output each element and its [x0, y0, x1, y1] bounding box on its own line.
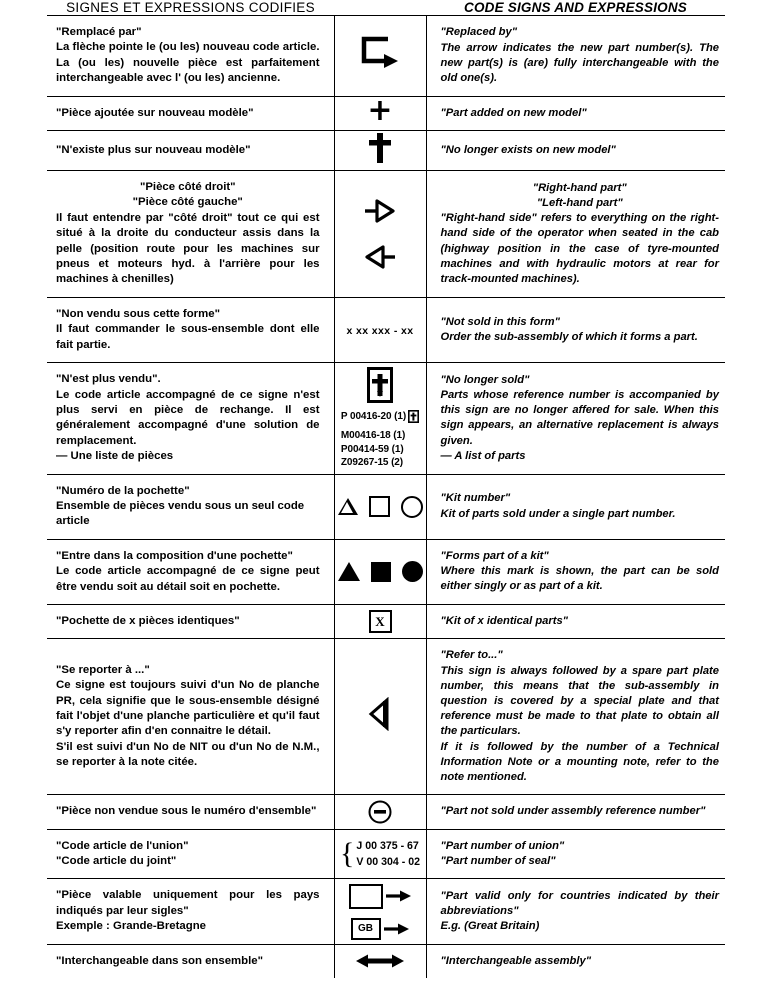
table-row [47, 944, 725, 978]
symbol-cell [334, 171, 426, 298]
text-line: "Code article du joint" [56, 855, 177, 868]
french-cell [47, 539, 334, 604]
part-number: Z09267-15 (2) [340, 457, 403, 469]
circled-dash-icon [367, 799, 393, 825]
text-line: "Numéro de la pochette" [56, 484, 190, 497]
text-line: — A list of parts [440, 449, 526, 462]
text-line: "Se reporter à ..." [56, 663, 150, 676]
text-line: — Une liste de pièces [56, 450, 174, 463]
header-english: CODE SIGNS AND EXPRESSIONS [464, 0, 687, 15]
text-line: "Kit number" [440, 492, 511, 505]
right-arrow-icon [386, 889, 412, 903]
country-code-box-icon: GB [351, 918, 381, 940]
text-line: "Pièce ajoutée sur nouveau modèle" [56, 106, 254, 119]
english-cell [426, 639, 725, 795]
part-number-mask: x xx xxx - xx [346, 324, 414, 337]
text-line: "Part number of seal" [440, 855, 556, 868]
french-cell [47, 639, 334, 795]
french-cell [47, 795, 334, 829]
part-number-list [341, 410, 419, 470]
text-line: "Part added on new model" [440, 106, 587, 119]
symbol-cell [334, 474, 426, 539]
text-line: "Pièce côté gauche" [132, 196, 243, 209]
symbol-cell [334, 604, 426, 638]
text-line: "Pièce côté droit" [139, 181, 236, 194]
text-line: Order the sub-assembly of which it forms a part. [440, 330, 698, 343]
text-line: Il faut entendre par "côté droit" tout ce qui est situé à la droite du conducteur assis dans la pelle (position route pour les machines sur pneus et moteurs hyd. à l'arrière pour les machines à chenilles) [56, 211, 320, 286]
text-line: Le code article accompagné de ce signe n'est plus servi en pièce de rechange. Il est généralement accompagné d'une solution de remplacement. [56, 388, 320, 447]
text-line: "Pièce valable uniquement pour les pays indiqués par leur sigles" [56, 889, 320, 917]
right-arrow-icon [384, 922, 410, 936]
part-number: P 00416-20 (1) [340, 411, 407, 422]
text-line: E.g. (Great Britain) [440, 920, 540, 933]
text-line: "Remplacé par" [56, 26, 142, 38]
right-left-arrow-icons [335, 198, 426, 270]
empty-country-box-icon [349, 884, 383, 909]
table-row [47, 829, 725, 879]
right-hand-arrow-icon [363, 198, 397, 224]
filled-triangle-icon [338, 562, 360, 581]
filled-square-icon [371, 562, 391, 582]
text-line: "Kit of x identical parts" [440, 615, 568, 628]
table-row [47, 96, 725, 130]
english-cell [426, 131, 725, 171]
text-line: "Pochette de x pièces identiques" [56, 614, 240, 627]
french-cell [47, 944, 334, 978]
text-line: "Interchangeable dans son ensemble" [56, 954, 264, 967]
text-line: Ce signe est toujours suivi d'un No de planche PR, cela signifie que le sous-ensemble désigné fait l'objet d'une planche particulière et qu'il faut s'y reporter afin d'en connaitre le détail. [56, 679, 320, 738]
header-spacer [334, 0, 426, 16]
french-cell [47, 131, 334, 171]
gb-country-box-arrow [351, 918, 410, 940]
boxed-x-icon: X [369, 610, 392, 633]
boxed-cross-small-icon [408, 410, 419, 423]
text-line: "Right-hand part" [532, 181, 627, 194]
text-line: "No longer exists on new model" [440, 143, 616, 156]
french-cell [47, 16, 334, 97]
bracket-arrow-icon [354, 31, 406, 75]
english-cell [426, 879, 725, 944]
table-row [47, 16, 725, 97]
part-number: M00416-18 (1) [340, 430, 406, 442]
text-line: "Refer to..." [440, 649, 503, 662]
hollow-circle-icon [401, 496, 423, 518]
english-cell [426, 297, 725, 362]
text-line: "Code article de l'union" [56, 839, 189, 852]
french-cell [47, 363, 334, 474]
filled-circle-icon [402, 561, 423, 582]
text-line: "Forms part of a kit" [440, 550, 549, 563]
text-line: "Part valid only for countries indicated by their abbreviations" [440, 889, 719, 917]
french-cell [47, 879, 334, 944]
french-cell [47, 171, 334, 298]
boxed-cross-icon [367, 367, 393, 403]
union-part-number: J 00 375 - 67 [356, 840, 419, 853]
symbol-cell [334, 16, 426, 97]
symbol-cell [334, 93, 426, 130]
symbol-cell [334, 879, 426, 944]
english-cell [426, 363, 725, 474]
text-line: Ensemble de pièces vendu sous un seul code article [56, 499, 305, 528]
french-cell [47, 96, 334, 130]
english-cell [426, 829, 725, 879]
english-cell [426, 16, 725, 97]
brace-icon: { [339, 837, 355, 871]
table-header-row [47, 0, 725, 16]
table-row [47, 604, 725, 638]
symbol-cell [334, 944, 426, 978]
symbol-cell [334, 297, 426, 362]
code-signs-table [47, 0, 725, 978]
table-row [47, 879, 725, 944]
text-line: "No longer sold" [440, 373, 530, 386]
plus-icon: + [367, 93, 393, 129]
text-line: La flèche pointe le (ou les) nouveau code article. La (ou les) nouvelle pièce est parfaitement interchangeable avec l' (ou les) ancienne. [56, 41, 320, 85]
left-triangle-icon [367, 697, 393, 731]
table-row [47, 171, 725, 298]
english-cell [426, 944, 725, 978]
text-line: S'il est suivi d'un No de NIT ou d'un No de N.M., se reporter à la note citée. [56, 740, 320, 769]
text-line: Le code article accompagné de ce signe peut être vendu soit au détail soit en pochette. [56, 565, 320, 593]
english-cell [426, 604, 725, 638]
left-hand-arrow-icon [363, 244, 397, 270]
text-line: "Left-hand part" [536, 196, 623, 209]
text-line: "N'existe plus sur nouveau modèle" [56, 143, 251, 156]
text-line: "Part number of union" [440, 839, 565, 852]
double-arrow-icon [356, 953, 404, 969]
text-line: "Pièce non vendue sous le numéro d'ensemble" [56, 805, 317, 818]
french-cell [47, 474, 334, 539]
cross-icon [367, 131, 393, 165]
text-line: Where this mark is shown, the part can be sold either singly or as part of a kit. [440, 565, 719, 593]
text-line: "Part not sold under assembly reference number" [440, 805, 706, 818]
text-line: Parts whose reference number is accompanied by this sign are no longer affered for sale. When this sign appears, an alternative replacement is always given. [440, 388, 719, 447]
hollow-shapes-icons [335, 496, 426, 518]
table-row [47, 539, 725, 604]
filled-shapes-icons [335, 561, 426, 582]
text-line: "Entre dans la composition d'une pochette" [56, 549, 293, 562]
text-line: Kit of parts sold under a single part number. [440, 507, 676, 520]
text-line: "Not sold in this form" [440, 315, 560, 328]
seal-part-number: V 00 304 - 02 [356, 856, 420, 869]
symbol-cell [334, 639, 426, 795]
symbol-cell [334, 539, 426, 604]
table-row [47, 795, 725, 829]
text-line: "Right-hand side" refers to everything on the right-hand side of the operator when seated in the cab (highway position in the case of tyre-mounted machines and with hydraulic motors at rear for track-mounted machines). [440, 212, 719, 285]
table-row [47, 363, 725, 474]
part-number: P00414-59 (1) [340, 443, 404, 455]
table-row [47, 474, 725, 539]
text-line: Exemple : Grande-Bretagne [56, 920, 207, 933]
text-line: "Non vendu sous cette forme" [56, 307, 220, 320]
french-cell [47, 829, 334, 879]
symbol-cell [334, 131, 426, 171]
table-row [47, 297, 725, 362]
french-cell [47, 604, 334, 638]
hollow-square-icon [369, 496, 390, 517]
english-cell [426, 474, 725, 539]
empty-country-box-arrow [349, 884, 412, 909]
text-line: If it is followed by the number of a Technical Information Note or a mounting note, refer to the note mentioned. [440, 740, 719, 783]
symbol-cell [334, 829, 426, 879]
text-line: This sign is always followed by a spare part plate number, this means that the sub-assembly in question is covered by a special plate and that reference must be made to that plate to obtain all the particulars. [440, 664, 719, 738]
english-cell [426, 795, 725, 829]
hollow-triangle-icon [338, 498, 358, 515]
text-line: Il faut commander le sous-ensemble dont elle fait partie. [56, 323, 320, 351]
table-row [47, 131, 725, 171]
country-box-arrow-icons [335, 884, 426, 940]
text-line: The arrow indicates the new part number(s). The new part(s) is (are) fully interchangeable with the old one(s). [440, 41, 719, 85]
symbol-cell [334, 795, 426, 829]
symbol-cell [334, 363, 426, 474]
text-line: "Interchangeable assembly" [440, 954, 592, 967]
braced-part-numbers [335, 838, 426, 870]
text-line: "N'est plus vendu". [56, 373, 161, 386]
english-cell [426, 96, 725, 130]
french-cell [47, 297, 334, 362]
header-french: SIGNES ET EXPRESSIONS CODIFIES [66, 0, 315, 15]
table-row [47, 639, 725, 795]
english-cell [426, 171, 725, 298]
text-line: "Replaced by" [440, 26, 518, 39]
english-cell [426, 539, 725, 604]
